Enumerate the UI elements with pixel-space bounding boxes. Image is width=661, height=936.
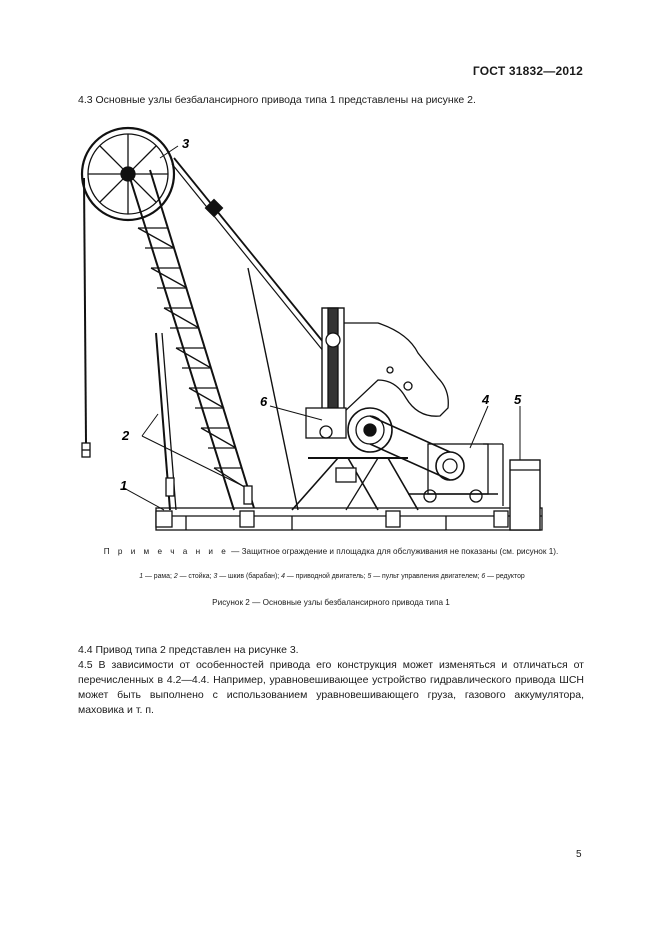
- control-cabinet: [510, 460, 540, 530]
- pulley: [82, 128, 174, 457]
- paragraph-4-5: 4.5 В зависимости от особенностей привода его конструкция может изменяться и отличаться от перечисленных в 4.2—4.4. Например, уравновешивающее устройство гидравлического привода ШСН может быть выполнено с использованием уравновешивающего груза, газового аккумулятора, маховика и т. п.: [78, 659, 584, 716]
- figure-legend: [62, 573, 602, 580]
- page-number: 5: [576, 849, 582, 860]
- legend-num-6: 6: [481, 573, 486, 580]
- legend-text-1: — рама;: [143, 573, 174, 580]
- legend-num-4: 4: [281, 573, 285, 580]
- callout-6: 6: [260, 394, 268, 409]
- paragraph-4-3: 4.3 Основные узлы безбалансирного привода типа 1 представлены на рисунке 2.: [78, 94, 476, 106]
- drive-rope: [172, 158, 328, 352]
- legend-num-1: 1: [139, 573, 144, 580]
- legend-text-5: — пульт управления двигателем;: [371, 573, 482, 580]
- legend-num-5: 5: [367, 573, 372, 580]
- paragraph-4-4: 4.4 Привод типа 2 представлен на рисунке 3.: [78, 644, 299, 656]
- figure-note: [78, 547, 584, 556]
- callout-2: 2: [122, 428, 130, 443]
- legend-num-3: 3: [213, 573, 218, 580]
- callout-4: 4: [482, 392, 490, 407]
- figure-2-drawing: [78, 118, 558, 538]
- figure-caption: Рисунок 2 — Основные узлы безбалансирного привода типа 1: [212, 598, 450, 607]
- mast: [130, 170, 298, 510]
- legend-text-3: — шкив (барабан);: [217, 573, 282, 580]
- legend-num-2: 2: [173, 573, 178, 580]
- note-label: П р и м е ч а н и е: [103, 547, 229, 556]
- pumping-unit-drawing: [78, 118, 558, 538]
- callout-3: 3: [182, 136, 190, 151]
- legend-text-2: — стойка;: [177, 573, 214, 580]
- legend-text-4: — приводной двигатель;: [284, 573, 368, 580]
- callout-5: 5: [514, 392, 522, 407]
- base-frame: [156, 508, 542, 530]
- gearbox: [292, 408, 418, 510]
- callout-1: 1: [120, 478, 128, 493]
- legend-text-6: — редуктор: [485, 573, 525, 580]
- standard-code: ГОСТ 31832—2012: [472, 64, 583, 78]
- note-text: — Защитное ограждение и площадка для обслуживания не показаны (см. рисунок 1).: [228, 547, 559, 556]
